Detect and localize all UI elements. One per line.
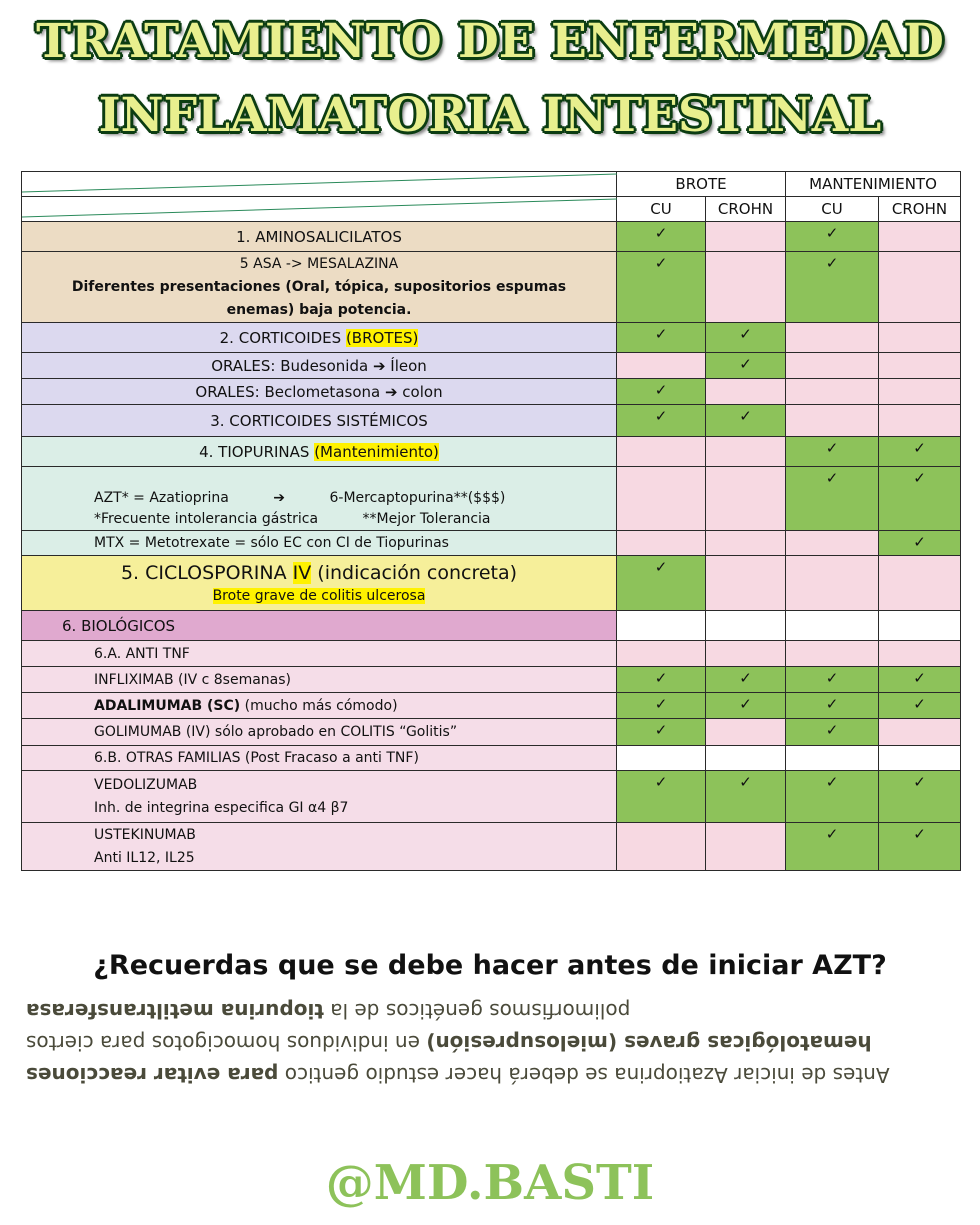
check-cell-positive: ✓ — [706, 405, 786, 437]
check-cell — [786, 556, 879, 611]
row-label: 5 ASA -> MESALAZINA Diferentes presentaciones (Oral, tópica, supositorios espumas enemas) baja potencia. — [22, 252, 617, 323]
check-cell — [879, 611, 961, 641]
check-cell-positive: ✓ — [879, 667, 961, 693]
check-cell-positive: ✓ — [786, 667, 879, 693]
row-label: GOLIMUMAB (IV) sólo aprobado en COLITIS “Golitis” — [22, 719, 617, 746]
check-cell — [786, 531, 879, 556]
check-cell — [706, 556, 786, 611]
row-label: MTX = Metotrexate = sólo EC con CI de Tiopurinas — [22, 531, 617, 556]
check-cell — [879, 379, 961, 405]
check-cell — [786, 353, 879, 379]
subheader-crohn: CROHN — [706, 197, 786, 222]
row-label: 6.B. OTRAS FAMILIAS (Post Fracaso a anti TNF) — [22, 746, 617, 771]
check-cell-positive: ✓ — [786, 823, 879, 871]
row-label: 6. BIOLÓGICOS — [22, 611, 617, 641]
check-cell-positive: ✓ — [617, 379, 706, 405]
subheader-cu: CU — [617, 197, 706, 222]
check-cell — [617, 611, 706, 641]
check-cell — [706, 252, 786, 323]
check-cell-positive: ✓ — [786, 771, 879, 823]
check-cell — [706, 746, 786, 771]
check-cell-positive: ✓ — [879, 467, 961, 531]
check-cell — [706, 379, 786, 405]
check-cell — [617, 531, 706, 556]
check-cell-positive: ✓ — [617, 667, 706, 693]
check-cell-positive: ✓ — [617, 771, 706, 823]
check-cell — [786, 746, 879, 771]
check-cell — [617, 641, 706, 667]
subheader-cu: CU — [786, 197, 879, 222]
check-cell-positive: ✓ — [879, 693, 961, 719]
diagonal-header-cell — [22, 197, 617, 222]
check-cell-positive: ✓ — [617, 323, 706, 353]
check-cell — [879, 252, 961, 323]
check-cell — [617, 353, 706, 379]
upside-down-answer: Antes de iniciar Azatioprina se deberá hacer estudio gentico para evitar reacciones hematológicas graves (mielosupresión) en individuos homocigotos para ciertos polimorfismos genéticos de la tiopurina metiltransferasa — [26, 999, 890, 1087]
check-cell — [706, 222, 786, 252]
row-label: VEDOLIZUMAB Inh. de integrina especifica GI α4 β7 — [22, 771, 617, 823]
check-cell-positive: ✓ — [706, 667, 786, 693]
check-cell — [879, 719, 961, 746]
check-cell — [879, 222, 961, 252]
check-cell — [617, 746, 706, 771]
row-label: 2. CORTICOIDES (BROTES) — [22, 323, 617, 353]
check-cell — [786, 641, 879, 667]
check-cell-positive: ✓ — [706, 693, 786, 719]
check-cell-positive: ✓ — [617, 405, 706, 437]
check-cell-positive: ✓ — [706, 353, 786, 379]
check-cell — [617, 467, 706, 531]
check-cell-positive: ✓ — [706, 323, 786, 353]
row-label: ADALIMUMAB (SC) (mucho más cómodo) — [22, 693, 617, 719]
row-label: 3. CORTICOIDES SISTÉMICOS — [22, 405, 617, 437]
check-cell-positive: ✓ — [617, 719, 706, 746]
check-cell-positive: ✓ — [786, 252, 879, 323]
check-cell — [706, 611, 786, 641]
brand-handle: @MD.BASTI — [325, 1155, 655, 1211]
check-cell — [706, 823, 786, 871]
check-cell-positive: ✓ — [786, 467, 879, 531]
check-cell — [786, 611, 879, 641]
check-cell — [879, 323, 961, 353]
check-cell-positive: ✓ — [617, 222, 706, 252]
row-label: ORALES: Budesonida ➔ Íleon — [22, 353, 617, 379]
title-line-1: TRATAMIENTO DE ENFERMEDAD — [36, 14, 944, 69]
check-cell — [786, 405, 879, 437]
check-cell — [879, 641, 961, 667]
subheader-crohn: CROHN — [879, 197, 961, 222]
row-label: AZT* = Azatioprina ➔ 6-Mercaptopurina**($$$) *Frecuente intolerancia gástrica **Mejor Tolerancia — [22, 467, 617, 531]
check-cell-positive: ✓ — [879, 531, 961, 556]
check-cell — [706, 467, 786, 531]
check-cell-positive: ✓ — [617, 556, 706, 611]
check-cell-positive: ✓ — [879, 823, 961, 871]
check-cell — [706, 531, 786, 556]
check-cell-positive: ✓ — [617, 693, 706, 719]
check-cell — [879, 746, 961, 771]
question-heading: ¿Recuerdas que se debe hacer antes de iniciar AZT? — [93, 950, 887, 981]
row-label: 5. CICLOSPORINA IV (indicación concreta) Brote grave de colitis ulcerosa — [22, 556, 617, 611]
check-cell — [706, 641, 786, 667]
row-label: 1. AMINOSALICILATOS — [22, 222, 617, 252]
check-cell — [879, 353, 961, 379]
row-label: ORALES: Beclometasona ➔ colon — [22, 379, 617, 405]
title-line-2: INFLAMATORIA INTESTINAL — [98, 88, 882, 143]
check-cell — [617, 437, 706, 467]
header-brote: BROTE — [617, 172, 786, 197]
check-cell-positive: ✓ — [879, 437, 961, 467]
check-cell-positive: ✓ — [879, 771, 961, 823]
check-cell — [706, 437, 786, 467]
diagonal-header-cell — [22, 172, 617, 197]
header-mantenimiento: MANTENIMIENTO — [786, 172, 961, 197]
check-cell-positive: ✓ — [617, 252, 706, 323]
check-cell-positive: ✓ — [786, 719, 879, 746]
row-label: 4. TIOPURINAS (Mantenimiento) — [22, 437, 617, 467]
check-cell-positive: ✓ — [706, 771, 786, 823]
row-label: 6.A. ANTI TNF — [22, 641, 617, 667]
row-label: INFLIXIMAB (IV c 8semanas) — [22, 667, 617, 693]
check-cell — [786, 323, 879, 353]
row-label: USTEKINUMAB Anti IL12, IL25 — [22, 823, 617, 871]
check-cell-positive: ✓ — [786, 222, 879, 252]
check-cell — [706, 719, 786, 746]
check-cell — [786, 379, 879, 405]
check-cell — [879, 556, 961, 611]
check-cell-positive: ✓ — [786, 693, 879, 719]
treatment-table — [21, 171, 961, 871]
check-cell — [879, 405, 961, 437]
check-cell-positive: ✓ — [786, 437, 879, 467]
check-cell — [617, 823, 706, 871]
